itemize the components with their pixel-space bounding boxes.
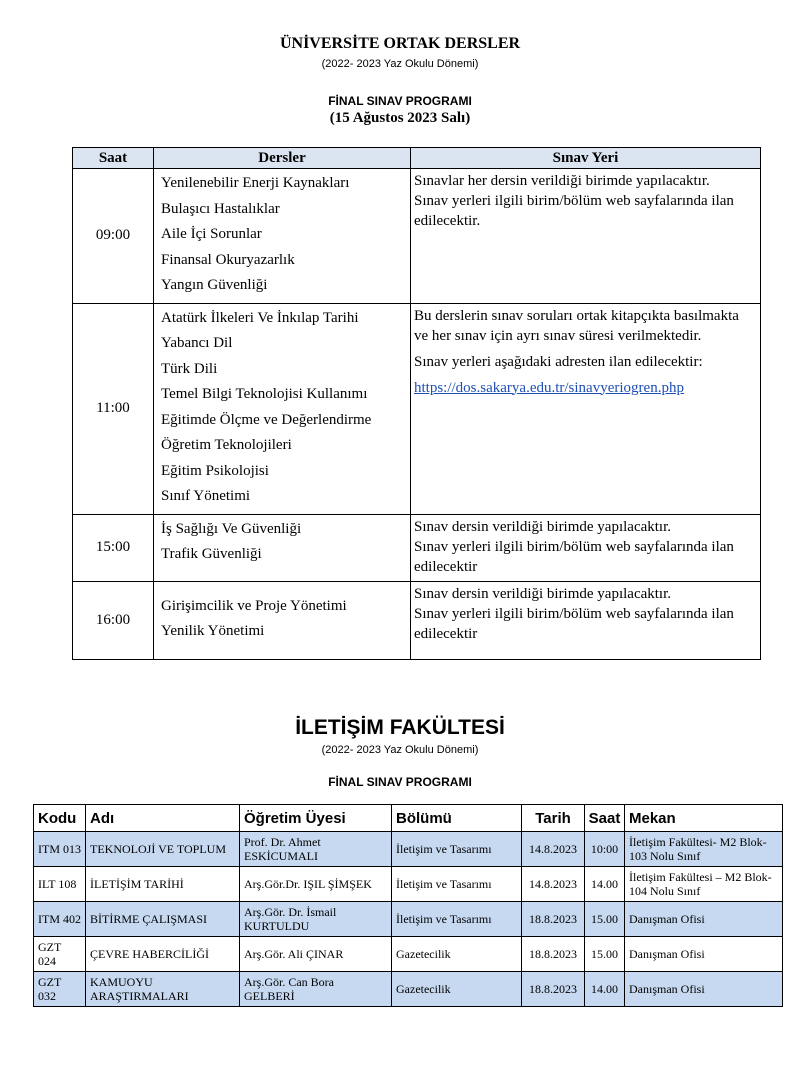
department: Gazetecilik: [392, 972, 522, 1007]
place-note: Sınav yerleri ilgili birim/bölüm web sayfalarında ilan edilecektir: [414, 538, 734, 575]
section1-title: ÜNİVERSİTE ORTAK DERSLER: [279, 35, 521, 52]
common-courses-exam-table: [72, 147, 761, 660]
place-note: Sınav yerleri aşağıdaki adresten ilan edilecektir:: [414, 353, 703, 370]
header-dersler: Dersler: [154, 148, 411, 169]
exam-place: [411, 581, 761, 659]
exam-time: 15.00: [585, 937, 625, 972]
exam-location: İletişim Fakültesi- M2 Blok-103 Nolu Sınıf: [625, 832, 783, 867]
course-list: [154, 514, 411, 581]
course-name: Temel Bilgi Teknolojisi Kullanımı: [161, 386, 368, 402]
course-name: Eğitimde Ölçme ve Değerlendirme: [161, 411, 372, 428]
course-name: Sınıf Yönetimi: [161, 488, 251, 504]
course-list: [154, 169, 411, 304]
header-kodu: Kodu: [34, 805, 86, 832]
exam-location: İletişim Fakültesi – M2 Blok-104 Nolu Sınıf: [625, 867, 783, 902]
place-note: Sınav yerleri ilgili birim/bölüm web sayfalarında ilan edilecektir.: [414, 193, 734, 229]
header-saat: Saat: [73, 148, 154, 169]
course-code: GZT 032: [34, 972, 86, 1007]
course-code: ILT 108: [34, 867, 86, 902]
course-name: KAMUOYU ARAŞTIRMALARI: [86, 972, 240, 1007]
header-sinav-yeri: Sınav Yeri: [411, 148, 761, 169]
exam-location: Danışman Ofisi: [625, 902, 783, 937]
course-name: Trafik Güvenliği: [161, 546, 262, 562]
course-list: [154, 581, 411, 659]
table-header-row: [34, 805, 783, 832]
header-adi: Adı: [86, 805, 240, 832]
place-note: Sınav dersin verildiği birimde yapılacaktır.: [414, 518, 672, 535]
section2-title: İLETİŞİM FAKÜLTESİ: [295, 716, 505, 739]
department: Gazetecilik: [392, 937, 522, 972]
header-ogretim-uyesi: Öğretim Üyesi: [240, 805, 392, 832]
exam-place: [411, 169, 761, 304]
instructor: Prof. Dr. Ahmet ESKİCUMALI: [240, 832, 392, 867]
course-code: GZT 024: [34, 937, 86, 972]
exam-date: 18.8.2023: [522, 972, 585, 1007]
course-name: BİTİRME ÇALIŞMASI: [86, 902, 240, 937]
section2-term: (2022- 2023 Yaz Okulu Dönemi): [321, 744, 479, 756]
exam-time: 15:00: [73, 514, 154, 581]
exam-place: [411, 514, 761, 581]
instructor: Arş.Gör.Dr. IŞIL ŞİMŞEK: [240, 867, 392, 902]
course-name: Yangın Güvenliği: [161, 277, 268, 293]
department: İletişim ve Tasarımı: [392, 832, 522, 867]
course-name: ÇEVRE HABERCİLİĞİ: [86, 937, 240, 972]
faculty-exam-table: [33, 804, 783, 1007]
exam-time: 11:00: [73, 303, 154, 514]
course-name: Atatürk İlkeleri Ve İnkılap Tarihi: [161, 309, 359, 326]
course-code: ITM 402: [34, 902, 86, 937]
instructor: Arş.Gör. Dr. İsmail KURTULDU: [240, 902, 392, 937]
table-row: [73, 581, 761, 659]
course-name: Yabancı Dil: [161, 335, 233, 351]
header-saat: Saat: [585, 805, 625, 832]
section1-term: (2022- 2023 Yaz Okulu Dönemi): [321, 58, 479, 70]
course-list: [154, 303, 411, 514]
instructor: Arş.Gör. Ali ÇINAR: [240, 937, 392, 972]
course-name: İLETİŞİM TARİHİ: [86, 867, 240, 902]
exam-date: 18.8.2023: [522, 902, 585, 937]
course-name: Girişimcilik ve Proje Yönetimi: [161, 597, 347, 614]
exam-time: 14.00: [585, 972, 625, 1007]
exam-time: 09:00: [73, 169, 154, 304]
section1-date: (15 Ağustos 2023 Salı): [329, 110, 471, 126]
exam-time: 15.00: [585, 902, 625, 937]
header-mekan: Mekan: [625, 805, 783, 832]
exam-date: 18.8.2023: [522, 937, 585, 972]
place-note: Sınav yerleri ilgili birim/bölüm web sayfalarında ilan edilecektir: [414, 605, 734, 642]
table-row: [34, 832, 783, 867]
header-tarih: Tarih: [522, 805, 585, 832]
exam-time: 16:00: [73, 581, 154, 659]
table-header-row: [73, 148, 761, 169]
course-name: Türk Dili: [161, 360, 218, 377]
table-row: [34, 902, 783, 937]
course-name: İş Sağlığı Ve Güvenliği: [161, 520, 302, 537]
exam-date: 14.8.2023: [522, 832, 585, 867]
place-note: Sınavlar her dersin verildiği birimde yapılacaktır.: [414, 173, 710, 189]
course-name: Yenilik Yönetimi: [161, 623, 265, 639]
exam-place: [411, 303, 761, 514]
place-note: Bu derslerin sınav soruları ortak kitapçıkta basılmakta ve her sınav için ayrı sınav süresi verilmektedir.: [414, 307, 739, 344]
course-name: Öğretim Teknolojileri: [161, 437, 292, 453]
course-name: Eğitim Psikolojisi: [161, 462, 269, 479]
course-name: Finansal Okuryazarlık: [161, 251, 295, 268]
instructor: Arş.Gör. Can Bora GELBERİ: [240, 972, 392, 1007]
course-name: Aile İçi Sorunlar: [161, 226, 262, 242]
place-note: Sınav dersin verildiği birimde yapılacaktır.: [414, 585, 672, 602]
exam-place-link[interactable]: https://dos.sakarya.edu.tr/sinavyeriogren.php: [414, 379, 684, 396]
table-row: [73, 303, 761, 514]
exam-location: Danışman Ofisi: [625, 972, 783, 1007]
table-row: [73, 169, 761, 304]
section2-program: FİNAL SINAV PROGRAMI: [328, 775, 472, 789]
course-name: Bulaşıcı Hastalıklar: [161, 200, 280, 217]
course-name: TEKNOLOJİ VE TOPLUM: [86, 832, 240, 867]
department: İletişim ve Tasarımı: [392, 867, 522, 902]
header-bolumu: Bölümü: [392, 805, 522, 832]
department: İletişim ve Tasarımı: [392, 902, 522, 937]
exam-time: 10:00: [585, 832, 625, 867]
table-row: [34, 937, 783, 972]
table-row: [34, 867, 783, 902]
exam-location: Danışman Ofisi: [625, 937, 783, 972]
course-name: Yenilenebilir Enerji Kaynakları: [161, 175, 350, 191]
course-code: ITM 013: [34, 832, 86, 867]
table-row: [73, 514, 761, 581]
exam-time: 14.00: [585, 867, 625, 902]
table-row: [34, 972, 783, 1007]
exam-date: 14.8.2023: [522, 867, 585, 902]
section1-program: FİNAL SINAV PROGRAMI: [328, 94, 472, 108]
